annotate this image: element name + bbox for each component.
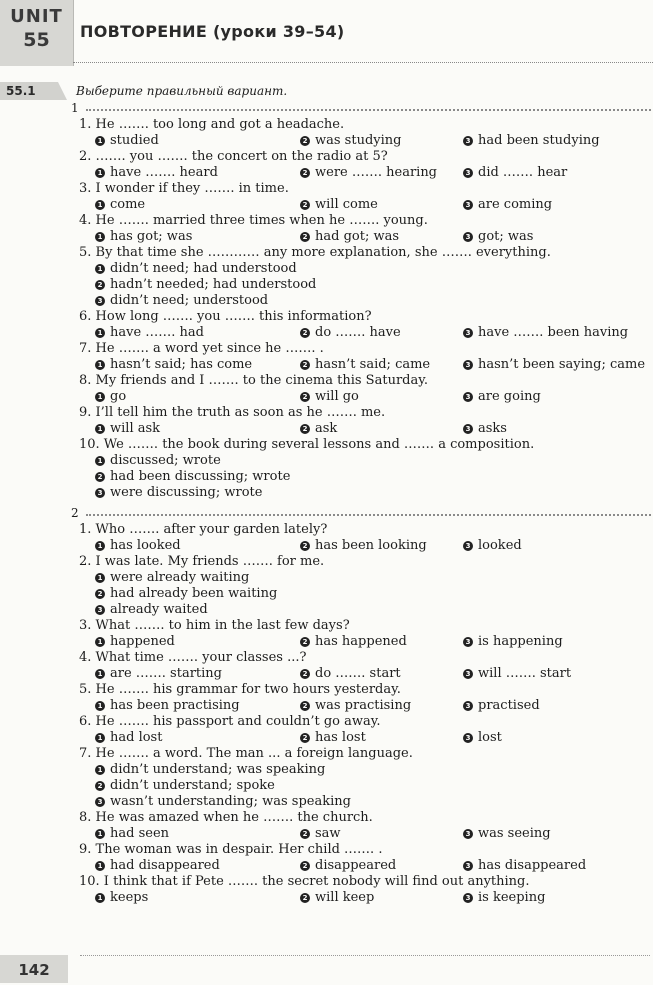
option-text: was seeing bbox=[478, 826, 551, 841]
unit-number: 55 bbox=[23, 29, 50, 51]
question-text: 4. He ……. married three times when he ……. young. bbox=[79, 213, 428, 228]
option-text: is keeping bbox=[478, 890, 546, 905]
option-text: will come bbox=[315, 197, 378, 212]
option-text: had got; was bbox=[315, 229, 400, 244]
option-number-marker: 3 bbox=[463, 392, 473, 402]
option-number-marker: 3 bbox=[463, 733, 473, 743]
option-number-marker: 1 bbox=[95, 829, 105, 839]
option-text: happened bbox=[110, 634, 175, 649]
option-text: had already been waiting bbox=[110, 586, 278, 601]
option-text: practised bbox=[478, 698, 540, 713]
option-text: has happened bbox=[315, 634, 407, 649]
answer-option[interactable] bbox=[95, 229, 192, 245]
option-text: didn’t understand; was speaking bbox=[110, 762, 326, 777]
option-number-marker: 2 bbox=[95, 280, 105, 290]
answer-option[interactable] bbox=[463, 698, 540, 714]
option-number-marker: 1 bbox=[95, 456, 105, 466]
answer-option[interactable] bbox=[95, 794, 351, 810]
option-number-marker: 1 bbox=[95, 573, 105, 583]
option-text: are going bbox=[478, 389, 541, 404]
option-text: ask bbox=[315, 421, 338, 436]
option-text: was studying bbox=[315, 133, 402, 148]
answer-option[interactable] bbox=[95, 165, 218, 181]
answer-option[interactable] bbox=[463, 538, 522, 554]
question-text: 6. How long ……. you ……. this information? bbox=[79, 309, 372, 324]
option-number-marker: 3 bbox=[463, 232, 473, 242]
answer-option[interactable] bbox=[300, 229, 399, 245]
option-number-marker: 2 bbox=[300, 829, 310, 839]
answer-option[interactable] bbox=[300, 325, 401, 341]
option-number-marker: 3 bbox=[463, 424, 473, 434]
option-number-marker: 2 bbox=[300, 136, 310, 146]
footer-divider bbox=[80, 955, 650, 956]
option-text: is happening bbox=[478, 634, 563, 649]
option-text: already waited bbox=[110, 602, 208, 617]
answer-option[interactable] bbox=[300, 698, 411, 714]
answer-option[interactable] bbox=[300, 826, 341, 842]
question-text: 9. The woman was in despair. Her child ……. . bbox=[79, 842, 383, 857]
option-number-marker: 2 bbox=[300, 701, 310, 711]
question-text: 10. We ……. the book during several lessons and ……. a composition. bbox=[79, 437, 535, 452]
option-text: has looked bbox=[110, 538, 181, 553]
option-text: has been practising bbox=[110, 698, 240, 713]
option-text: had been studying bbox=[478, 133, 600, 148]
question-text: 2. I was late. My friends ……. for me. bbox=[79, 554, 325, 569]
option-text: do ……. start bbox=[315, 666, 401, 681]
option-number-marker: 1 bbox=[95, 424, 105, 434]
option-number-marker: 3 bbox=[463, 136, 473, 146]
option-number-marker: 2 bbox=[300, 232, 310, 242]
option-text: are coming bbox=[478, 197, 553, 212]
option-number-marker: 1 bbox=[95, 264, 105, 274]
option-number-marker: 2 bbox=[300, 733, 310, 743]
answer-option[interactable] bbox=[463, 133, 600, 149]
option-number-marker: 1 bbox=[95, 232, 105, 242]
answer-option[interactable] bbox=[95, 634, 175, 650]
option-number-marker: 2 bbox=[300, 637, 310, 647]
answer-option[interactable] bbox=[95, 197, 145, 213]
option-number-marker: 2 bbox=[300, 893, 310, 903]
option-text: were already waiting bbox=[110, 570, 250, 585]
answer-option[interactable] bbox=[95, 890, 148, 906]
question-text: 8. He was amazed when he ……. the church. bbox=[79, 810, 373, 825]
question-text: 7. He ……. a word. The man ... a foreign language. bbox=[79, 746, 413, 761]
option-text: had seen bbox=[110, 826, 170, 841]
page-title: ПОВТОРЕНИЕ (уроки 39–54) bbox=[80, 22, 345, 41]
option-number-marker: 1 bbox=[95, 861, 105, 871]
answer-option[interactable] bbox=[95, 389, 126, 405]
unit-badge bbox=[0, 0, 74, 66]
option-number-marker: 3 bbox=[463, 829, 473, 839]
answer-option[interactable] bbox=[95, 357, 252, 373]
question-text: 6. He ……. his passport and couldn’t go away. bbox=[79, 714, 381, 729]
option-text: will go bbox=[315, 389, 359, 404]
option-number-marker: 1 bbox=[95, 765, 105, 775]
option-number-marker: 3 bbox=[463, 328, 473, 338]
option-number-marker: 3 bbox=[463, 701, 473, 711]
answer-option[interactable] bbox=[300, 165, 437, 181]
option-text: will ask bbox=[110, 421, 161, 436]
question-text: 2. ……. you ……. the concert on the radio at 5? bbox=[79, 149, 388, 164]
option-number-marker: 3 bbox=[463, 200, 473, 210]
option-text: were discussing; wrote bbox=[110, 485, 263, 500]
exercise-badge-slash bbox=[58, 82, 67, 100]
option-text: keeps bbox=[110, 890, 149, 905]
option-text: didn’t need; had understood bbox=[110, 261, 297, 276]
option-number-marker: 1 bbox=[95, 893, 105, 903]
option-text: studied bbox=[110, 133, 159, 148]
answer-option[interactable] bbox=[300, 890, 374, 906]
option-number-marker: 2 bbox=[300, 360, 310, 370]
option-number-marker: 3 bbox=[95, 605, 105, 615]
option-text: saw bbox=[315, 826, 341, 841]
option-number-marker: 1 bbox=[95, 637, 105, 647]
answer-option[interactable] bbox=[300, 538, 427, 554]
option-number-marker: 2 bbox=[300, 669, 310, 679]
option-number-marker: 2 bbox=[95, 781, 105, 791]
answer-option[interactable] bbox=[95, 538, 181, 554]
option-number-marker: 3 bbox=[95, 797, 105, 807]
option-number-marker: 3 bbox=[463, 861, 473, 871]
option-number-marker: 1 bbox=[95, 168, 105, 178]
option-text: didn’t understand; spoke bbox=[110, 778, 275, 793]
answer-option[interactable] bbox=[95, 421, 160, 437]
answer-option[interactable] bbox=[95, 325, 204, 341]
answer-option[interactable] bbox=[95, 698, 240, 714]
answer-option[interactable] bbox=[95, 586, 277, 602]
option-text: had lost bbox=[110, 730, 163, 745]
answer-option[interactable] bbox=[300, 197, 378, 213]
option-number-marker: 1 bbox=[95, 541, 105, 551]
section-label: 2 bbox=[71, 506, 79, 520]
option-number-marker: 3 bbox=[463, 669, 473, 679]
answer-option[interactable] bbox=[95, 666, 222, 682]
answer-option[interactable] bbox=[95, 778, 275, 794]
option-text: have ……. heard bbox=[110, 165, 218, 180]
question-text: 5. He ……. his grammar for two hours yesterday. bbox=[79, 682, 401, 697]
option-text: go bbox=[110, 389, 127, 404]
answer-option[interactable] bbox=[300, 357, 430, 373]
option-number-marker: 1 bbox=[95, 701, 105, 711]
option-number-marker: 1 bbox=[95, 328, 105, 338]
question-text: 8. My friends and I ……. to the cinema this Saturday. bbox=[79, 373, 428, 388]
answer-option[interactable] bbox=[463, 826, 551, 842]
question-text: 10. I think that if Pete ……. the secret nobody will find out anything. bbox=[79, 874, 530, 889]
answer-option[interactable] bbox=[300, 858, 396, 874]
answer-option[interactable] bbox=[463, 634, 563, 650]
option-text: were ……. hearing bbox=[315, 165, 438, 180]
option-number-marker: 2 bbox=[300, 392, 310, 402]
question-text: 3. What ……. to him in the last few days? bbox=[79, 618, 350, 633]
answer-option[interactable] bbox=[463, 197, 552, 213]
question-text: 1. Who ……. after your garden lately? bbox=[79, 522, 328, 537]
answer-option[interactable] bbox=[95, 485, 262, 501]
question-text: 3. I wonder if they ……. in time. bbox=[79, 181, 289, 196]
option-text: do ……. have bbox=[315, 325, 401, 340]
answer-option[interactable] bbox=[95, 762, 325, 778]
answer-option[interactable] bbox=[95, 826, 169, 842]
option-number-marker: 3 bbox=[95, 488, 105, 498]
option-text: has got; was bbox=[110, 229, 193, 244]
answer-option[interactable] bbox=[463, 730, 502, 746]
answer-option[interactable] bbox=[463, 165, 567, 181]
option-number-marker: 1 bbox=[95, 733, 105, 743]
option-text: will ……. start bbox=[478, 666, 572, 681]
option-number-marker: 3 bbox=[463, 637, 473, 647]
option-text: hasn’t been saying; came bbox=[478, 357, 646, 372]
option-number-marker: 1 bbox=[95, 136, 105, 146]
answer-option[interactable] bbox=[463, 421, 507, 437]
answer-option[interactable] bbox=[95, 453, 221, 469]
option-number-marker: 1 bbox=[95, 392, 105, 402]
section-label: 1 bbox=[71, 101, 79, 115]
option-number-marker: 3 bbox=[463, 360, 473, 370]
answer-option[interactable] bbox=[463, 229, 533, 245]
answer-option[interactable] bbox=[95, 469, 290, 485]
answer-option[interactable] bbox=[95, 730, 162, 746]
answer-option[interactable] bbox=[463, 858, 586, 874]
option-number-marker: 1 bbox=[95, 669, 105, 679]
option-number-marker: 2 bbox=[95, 472, 105, 482]
option-number-marker: 3 bbox=[95, 296, 105, 306]
option-text: discussed; wrote bbox=[110, 453, 221, 468]
option-number-marker: 1 bbox=[95, 360, 105, 370]
option-number-marker: 1 bbox=[95, 200, 105, 210]
option-number-marker: 3 bbox=[463, 893, 473, 903]
option-text: disappeared bbox=[315, 858, 397, 873]
answer-option[interactable] bbox=[95, 133, 159, 149]
option-text: got; was bbox=[478, 229, 534, 244]
exercise-number: 55.1 bbox=[0, 82, 58, 100]
answer-option[interactable] bbox=[95, 858, 220, 874]
page-number: 142 bbox=[0, 955, 68, 983]
option-number-marker: 3 bbox=[463, 168, 473, 178]
option-text: hasn’t said; came bbox=[315, 357, 431, 372]
answer-option[interactable] bbox=[95, 602, 208, 618]
answer-option[interactable] bbox=[300, 730, 366, 746]
answer-option[interactable] bbox=[463, 325, 628, 341]
option-number-marker: 2 bbox=[300, 861, 310, 871]
answer-option[interactable] bbox=[463, 666, 571, 682]
question-text: 5. By that time she ………… any more explanation, she ……. everything. bbox=[79, 245, 551, 260]
option-text: has disappeared bbox=[478, 858, 587, 873]
option-text: looked bbox=[478, 538, 522, 553]
option-text: was practising bbox=[315, 698, 412, 713]
answer-option[interactable] bbox=[95, 293, 268, 309]
option-text: wasn’t understanding; was speaking bbox=[110, 794, 351, 809]
option-text: have ……. been having bbox=[478, 325, 629, 340]
option-text: are ……. starting bbox=[110, 666, 222, 681]
answer-option[interactable] bbox=[95, 570, 249, 586]
option-text: did ……. hear bbox=[478, 165, 568, 180]
answer-option[interactable] bbox=[95, 277, 316, 293]
option-text: didn’t need; understood bbox=[110, 293, 269, 308]
option-number-marker: 2 bbox=[300, 424, 310, 434]
answer-option[interactable] bbox=[463, 389, 541, 405]
question-text: 7. He ……. a word yet since he ……. . bbox=[79, 341, 324, 356]
section-divider bbox=[86, 514, 651, 516]
option-number-marker: 2 bbox=[95, 589, 105, 599]
question-text: 4. What time ……. your classes ...? bbox=[79, 650, 307, 665]
option-text: have ……. had bbox=[110, 325, 205, 340]
option-number-marker: 2 bbox=[300, 541, 310, 551]
answer-option[interactable] bbox=[95, 261, 297, 277]
option-text: hadn’t needed; had understood bbox=[110, 277, 317, 292]
answer-option[interactable] bbox=[300, 666, 401, 682]
option-text: has lost bbox=[315, 730, 366, 745]
answer-option[interactable] bbox=[300, 634, 407, 650]
option-text: had disappeared bbox=[110, 858, 220, 873]
answer-option[interactable] bbox=[300, 133, 401, 149]
answer-option[interactable] bbox=[300, 389, 359, 405]
exercise-instruction: Выберите правильный вариант. bbox=[76, 84, 288, 98]
option-text: come bbox=[110, 197, 146, 212]
unit-label: UNIT bbox=[10, 6, 63, 27]
answer-option[interactable] bbox=[463, 357, 645, 373]
header-divider bbox=[73, 62, 653, 63]
question-text: 9. I’ll tell him the truth as soon as he ……. me. bbox=[79, 405, 386, 420]
option-number-marker: 2 bbox=[300, 328, 310, 338]
option-text: had been discussing; wrote bbox=[110, 469, 291, 484]
section-divider bbox=[86, 109, 651, 111]
option-number-marker: 3 bbox=[463, 541, 473, 551]
option-text: has been looking bbox=[315, 538, 427, 553]
option-number-marker: 2 bbox=[300, 200, 310, 210]
option-text: will keep bbox=[315, 890, 375, 905]
option-text: lost bbox=[478, 730, 502, 745]
option-text: hasn’t said; has come bbox=[110, 357, 253, 372]
answer-option[interactable] bbox=[463, 890, 545, 906]
option-number-marker: 2 bbox=[300, 168, 310, 178]
answer-option[interactable] bbox=[300, 421, 337, 437]
option-text: asks bbox=[478, 421, 507, 436]
question-text: 1. He ……. too long and got a headache. bbox=[79, 117, 345, 132]
